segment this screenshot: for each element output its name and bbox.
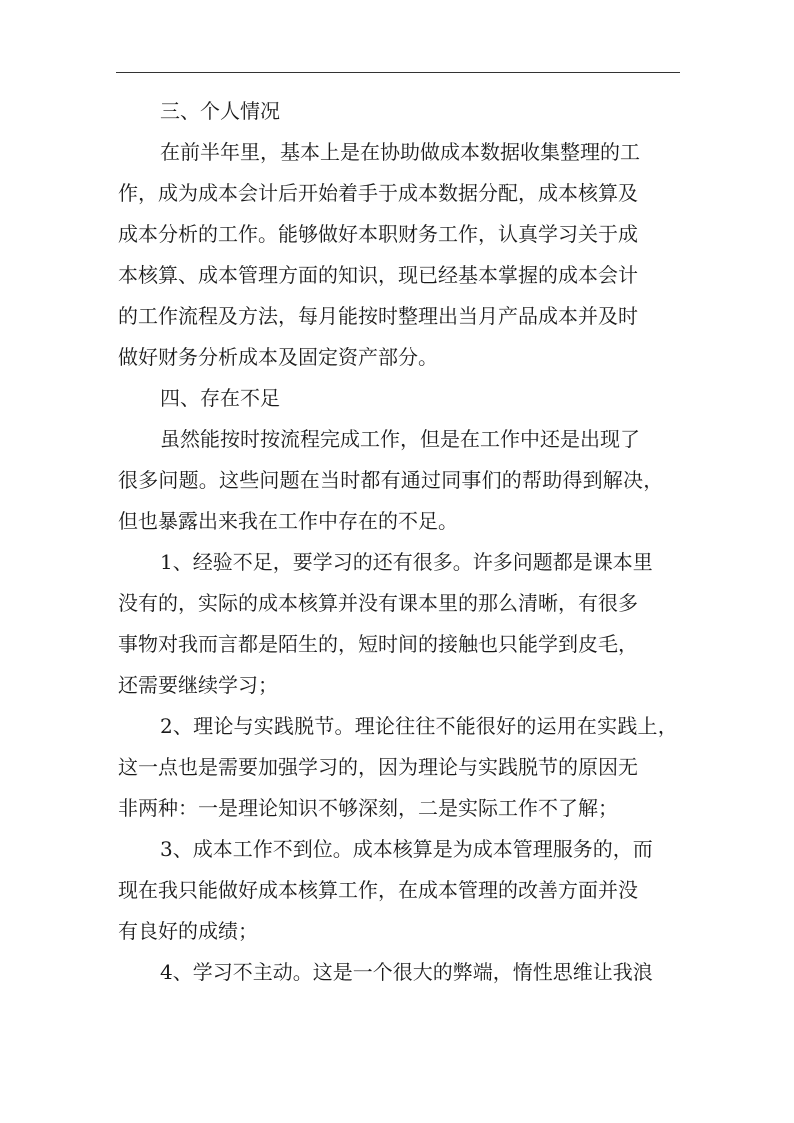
paragraph-line: 做好财务分析成本及固定资产部分。 [118, 345, 438, 369]
list-item-4: 4、学习不主动。这是一个很大的弊端，惰性思维让我浪 [160, 960, 653, 984]
header-rule [116, 72, 680, 73]
list-item-1: 1、经验不足，要学习的还有很多。许多问题都是课本里 [160, 550, 653, 574]
paragraph-line: 没有的，实际的成本核算并没有课本里的那么清晰，有很多 [118, 591, 638, 615]
paragraph-line: 很多问题。这些问题在当时都有通过同事们的帮助得到解决， [118, 468, 664, 492]
paragraph-line: 虽然能按时按流程完成工作，但是在工作中还是出现了 [160, 427, 640, 451]
paragraph-line: 作，成为成本会计后开始着手于成本数据分配，成本核算及 [118, 181, 638, 205]
document-body [118, 95, 680, 997]
paragraph-line: 这一点也是需要加强学习的，因为理论与实践脱节的原因无 [118, 755, 638, 779]
list-item-3: 3、成本工作不到位。成本核算是为成本管理服务的，而 [160, 837, 653, 861]
paragraph-line: 成本分析的工作。能够做好本职财务工作，认真学习关于成 [118, 222, 638, 246]
section-heading-personal: 三、个人情况 [160, 99, 280, 123]
paragraph-line: 在前半年里，基本上是在协助做成本数据收集整理的工 [160, 140, 640, 164]
list-item-2: 2、理论与实践脱节。理论往往不能很好的运用在实践上， [160, 714, 678, 738]
paragraph-line: 非两种：一是理论知识不够深刻，二是实际工作不了解； [118, 796, 618, 820]
paragraph-line: 现在我只能做好成本核算工作，在成本管理的改善方面并没 [118, 878, 638, 902]
section-heading-shortcomings: 四、存在不足 [160, 386, 280, 410]
paragraph-line: 事物对我而言都是陌生的，短时间的接触也只能学到皮毛， [118, 632, 638, 656]
paragraph-line: 的工作流程及方法，每月能按时整理出当月产品成本并及时 [118, 304, 638, 328]
paragraph-line: 但也暴露出来我在工作中存在的不足。 [118, 509, 458, 533]
paragraph-line: 还需要继续学习； [118, 673, 278, 697]
paragraph-line: 有良好的成绩； [118, 919, 258, 943]
paragraph-line: 本核算、成本管理方面的知识，现已经基本掌握的成本会计 [118, 263, 638, 287]
